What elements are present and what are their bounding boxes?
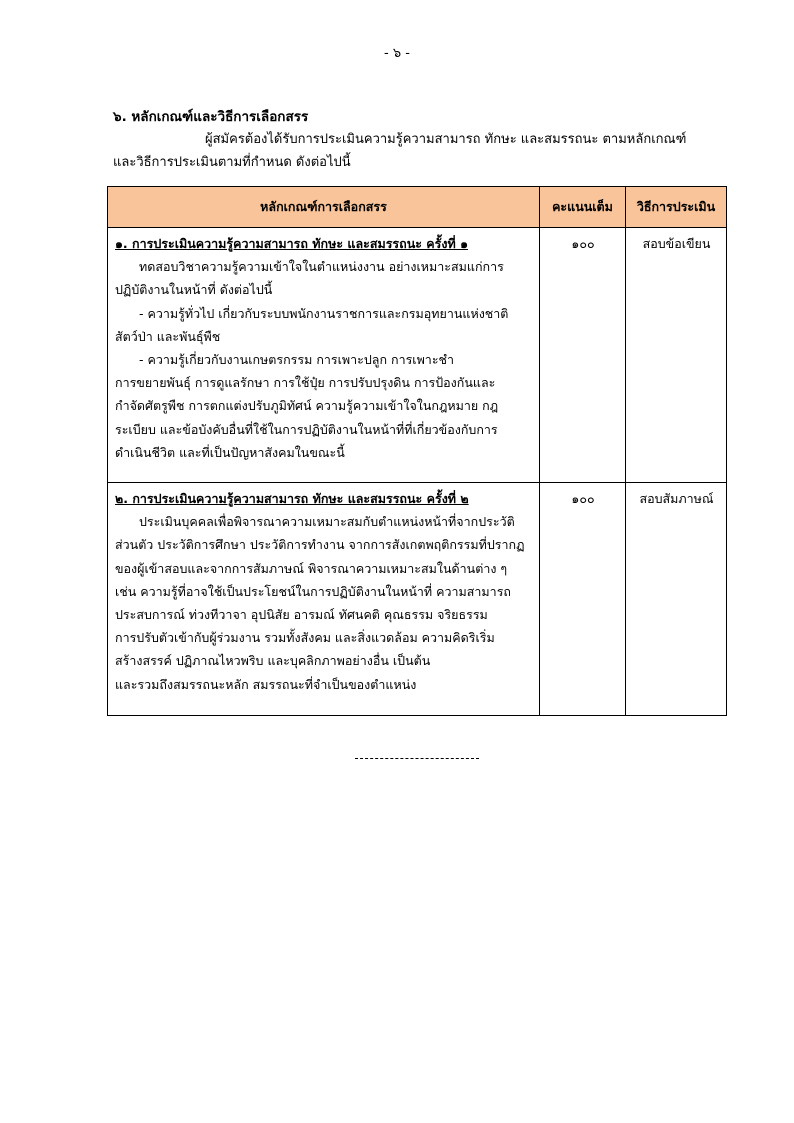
criteria-table [107,186,727,716]
table-row [108,228,727,483]
criteria-line: ทดสอบวิชาความรู้ความเข้าใจในตำแหน่งงาน อย่างเหมาะสมแก่การ [139,259,504,275]
criteria-cell [108,228,540,483]
criteria-line: การขยายพันธุ์ การดูแลรักษา การใช้ปุ๋ย การปรับปรุงดิน การป้องกันและ [115,375,496,391]
method-cell: สอบสัมภาษณ์ [626,483,727,716]
criteria-cell [108,483,540,716]
page-number: - ๖ - [384,46,410,61]
criteria-line: และรวมถึงสมรรถนะหลัก สมรรถนะที่จำเป็นของตำแหน่ง [115,676,417,692]
end-separator [355,758,479,759]
header-criteria: หลักเกณฑ์การเลือกสรร [108,187,540,228]
criteria-line: ระเบียบ และข้อบังคับอื่นที่ใช้ในการปฏิบัติงานในหน้าที่ที่เกี่ยวข้องกับการ [115,421,498,437]
criteria-line: ส่วนตัว ประวัติการศึกษา ประวัติการทำงาน จากการสังเกตพฤติกรรมที่ปรากฏ [115,537,525,553]
criteria-line: - ความรู้ทั่วไป เกี่ยวกับระบบพนักงานราชการและกรมอุทยานแห่งชาติ [139,305,509,321]
criteria-line: เช่น ความรู้ที่อาจใช้เป็นประโยชน์ในการปฏิบัติงานในหน้าที่ ความสามารถ [115,583,511,599]
criteria-line: กำจัดศัตรูพืช การตกแต่งปรับภูมิทัศน์ ความรู้ความเข้าใจในกฎหมาย กฎ [115,398,499,414]
table-row [108,483,727,716]
criteria-heading: ๑. การประเมินความรู้ความสามารถ ทักษะ และสมรรถนะ ครั้งที่ ๑ [115,236,469,251]
criteria-line: ของผู้เข้าสอบและจากการสัมภาษณ์ พิจารณาความเหมาะสมในด้านต่าง ๆ [115,560,508,576]
method-cell: สอบข้อเขียน [626,228,727,483]
header-full-score: คะแนนเต็ม [540,187,626,228]
criteria-line: ดำเนินชีวิต และที่เป็นปัญหาสังคมในขณะนี้ [115,444,345,460]
criteria-heading: ๒. การประเมินความรู้ความสามารถ ทักษะ และสมรรถนะ ครั้งที่ ๒ [115,491,469,506]
criteria-line: - ความรู้เกี่ยวกับงานเกษตรกรรม การเพาะปลูก การเพาะชำ [139,352,455,368]
criteria-line: สัตว์ป่า และพันธุ์พืช [115,328,221,344]
criteria-line: การปรับตัวเข้ากับผู้ร่วมงาน รวมทั้งสังคม และสิ่งแวดล้อม ความคิดริเริ่ม [115,630,495,646]
criteria-line: ปฏิบัติงานในหน้าที่ ดังต่อไปนี้ [115,282,273,298]
intro-line-1: ผู้สมัครต้องได้รับการประเมินความรู้ความสามารถ ทักษะ และสมรรถนะ ตามหลักเกณฑ์ [205,132,687,147]
section-title: ๖. หลักเกณฑ์และวิธีการเลือกสรร [113,109,309,125]
intro-line-2: และวิธีการประเมินตามที่กำหนด ดังต่อไปนี้ [113,155,351,170]
score-cell: ๑๐๐ [540,483,626,716]
criteria-line: ประสบการณ์ ท่วงทีวาจา อุปนิสัย อารมณ์ ทัศนคติ คุณธรรม จริยธรรม [115,607,488,623]
score-cell: ๑๐๐ [540,228,626,483]
section-intro [113,128,713,174]
criteria-line: สร้างสรรค์ ปฏิภาณไหวพริบ และบุคลิกภาพอย่างอื่น เป็นต้น [115,653,431,669]
criteria-line: ประเมินบุคคลเพื่อพิจารณาความเหมาะสมกับตำแหน่งหน้าที่จากประวัติ [139,514,515,530]
table-header-row [108,187,727,228]
header-method: วิธีการประเมิน [626,187,727,228]
